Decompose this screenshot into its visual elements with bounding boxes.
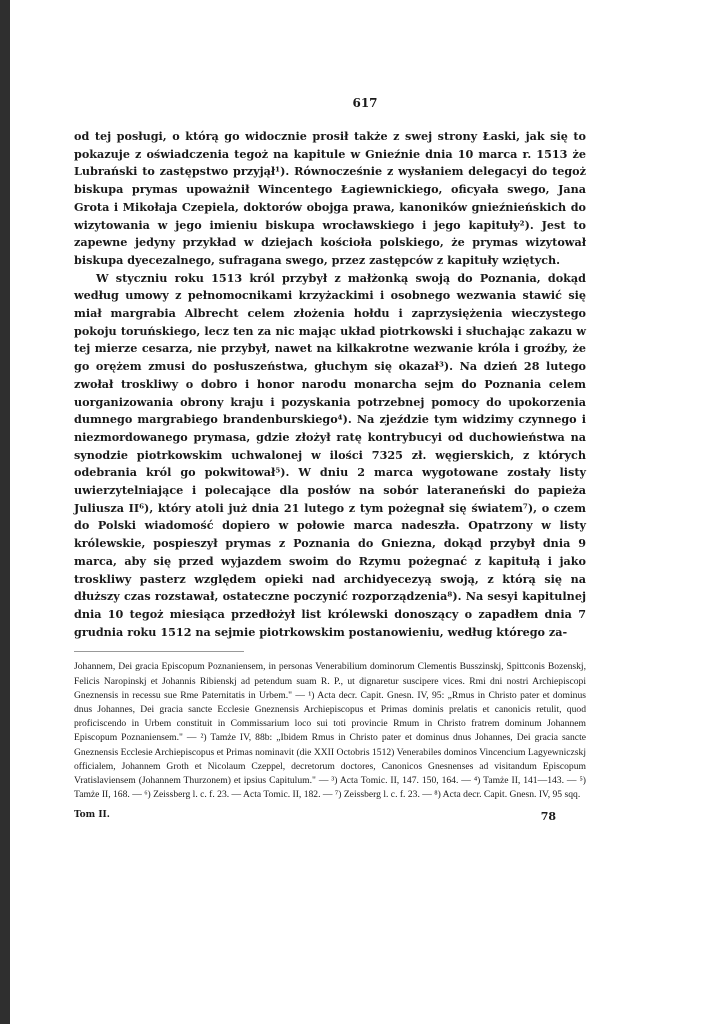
scan-edge [0,0,10,1024]
footnote-text: Johannem, Dei gracia Episcopum Poznaniensem, in personas Venerabilium dominorum Clementis Busszinskj, Spittconis Bozenskj, Felicis Naropinskj et Johannis Ribienskj ad petendum suam R. P., ut dignaretur suscipere vices. Rmi dni nostri Archiepiscopi Gneznensis in recessu sue Rme Paternitatis in Urbem." — ¹) Acta decr. Capit. Gnesn. IV, 95: „Rmus in Christo pater et dominus dnus Johannes, Dei gracia sancte Ecclesie Gneznensis Archiepiscopus et Primas dominis prelatis et canonicis retulit, quod proficiscendo in Urbem constituit in Commissarium loco sui toti provincie Rmum in Christo fratrem dominum Johannem Episcopum Poznaniensem." — ²) Tamże IV, 88b: „Ibidem Rmus in Christo pater et dominus dnus Johannes, Dei gracia sancte Gneznensis Ecclesie Archiepiscopus et Primas nominavit (die XXII Octobris 1512) Venerabiles dominos Vincencium Lagyewniczskj officialem, Johannem Groth et Nicolaum Czeppel, decretorum doctores, Canonicos Gnesnenses ad visitandum Episcopum Vratislaviensem (Johannem Thurzonem) et ipsius Capitulum." — ³) Acta Tomic. II, 147. 150, 164. — ⁴) Tamże II, 141—143. — ⁵) Tamże II, 168. — ⁶) Zeissberg l. c. f. 23. — Acta Tomic. II, 182. — ⁷) Zeissberg l. c. f. 23. — ⁸) Acta decr. Capit. Gnesn. IV, 95 sqq. [74,661,586,801]
volume-signature: Tom II. [74,810,110,821]
footnotes [74,660,586,802]
document-page [74,84,586,823]
body-text [74,128,586,641]
paragraph-2: W styczniu roku 1513 król przybył z małżonką swoją do Poznania, dokąd według umowy z pełnomocnikami krzyżackimi i osobnego wezwania stawić się miał margrabia Albrecht celem złożenia hołdu i zaprzysiężenia wieczystego pokoju toruńskiego, lecz ten za nic mając układ piotrkowski i słuchając zakazu w tej mierze cesarza, nie przybył, nawet na kilkakrotne wezwanie króla i groźby, że go orężem zmusi do posłuszeństwa, głuchym się okazał³). Na dzień 28 lutego zwołał troskliwy o dobro i honor narodu monarcha sejm do Poznania celem uorganizowania obrony kraju i pozyskania potrzebnej pomocy do upokorzenia dumnego margrabiego brandenburskiego⁴). Na zjeździe tym widzimy czynnego i niezmordowanego prymasa, gdzie złożył ratę kontrybucyi od duchowieństwa na synodzie piotrkowskim uchwalonej w ilości 7325 zł. węgierskich, z których odebrania król go pokwitował⁵). W dniu 2 marca wygotowane zostały listy uwierzytelniające i polecające dla posłów na sobór lateraneński do papieża Juliusza II⁶), który atoli już dnia 21 lutego z tym pożegnał się światem⁷), o czem do Polski wiadomość dopiero w połowie marca nadeszła. Opatrzony w listy królewskie, pospieszył prymas z Poznania do Gniezna, dokąd przybył dnia 9 marca, aby się przed wyjazdem swoim do Rzymu pożegnać z kapitułą i jako troskliwy pasterz względem opieki nad archidyecezyą swoją, z którą się na dłuższy czas rozstawał, ostateczne poczynić rozporządzenia⁸). Na sesyi kapitulnej dnia 10 tegoż miesiąca przedłożył list królewski donoszący o zapadłem dnia 7 grudnia roku 1512 na sejmie piotrkowskim postanowieniu, według którego za- [74,270,586,639]
footnote-separator [74,651,244,652]
sheet-number: 78 [540,810,556,824]
paragraph-1: od tej posługi, o którą go widocznie prosił także z swej strony Łaski, jak się to pokazuje z oświadczenia tegoż na kapitule w Gnieźnie dnia 10 marca r. 1513 że Lubrański to zastępstwo przyjął¹). Równocześnie z wysłaniem delegacyi do tegoż biskupa prymas upoważnił Wincentego Łagiewnickiego, oficyała swego, Jana Grota i Mikołaja Czepiela, doktorów obojga prawa, kanoników gnieźnieńskich do wizytowania w jego imieniu biskupa wrocławskiego i jego kapituły²). Jest to zapewne jedyny przykład w dziejach kościoła polskiego, że prymas wizytował biskupa dyecezalnego, sufragana swego, przez zastępców z kapituły wziętych. [74,129,586,267]
page-footer [74,810,586,823]
page-number: 617 [352,96,378,110]
